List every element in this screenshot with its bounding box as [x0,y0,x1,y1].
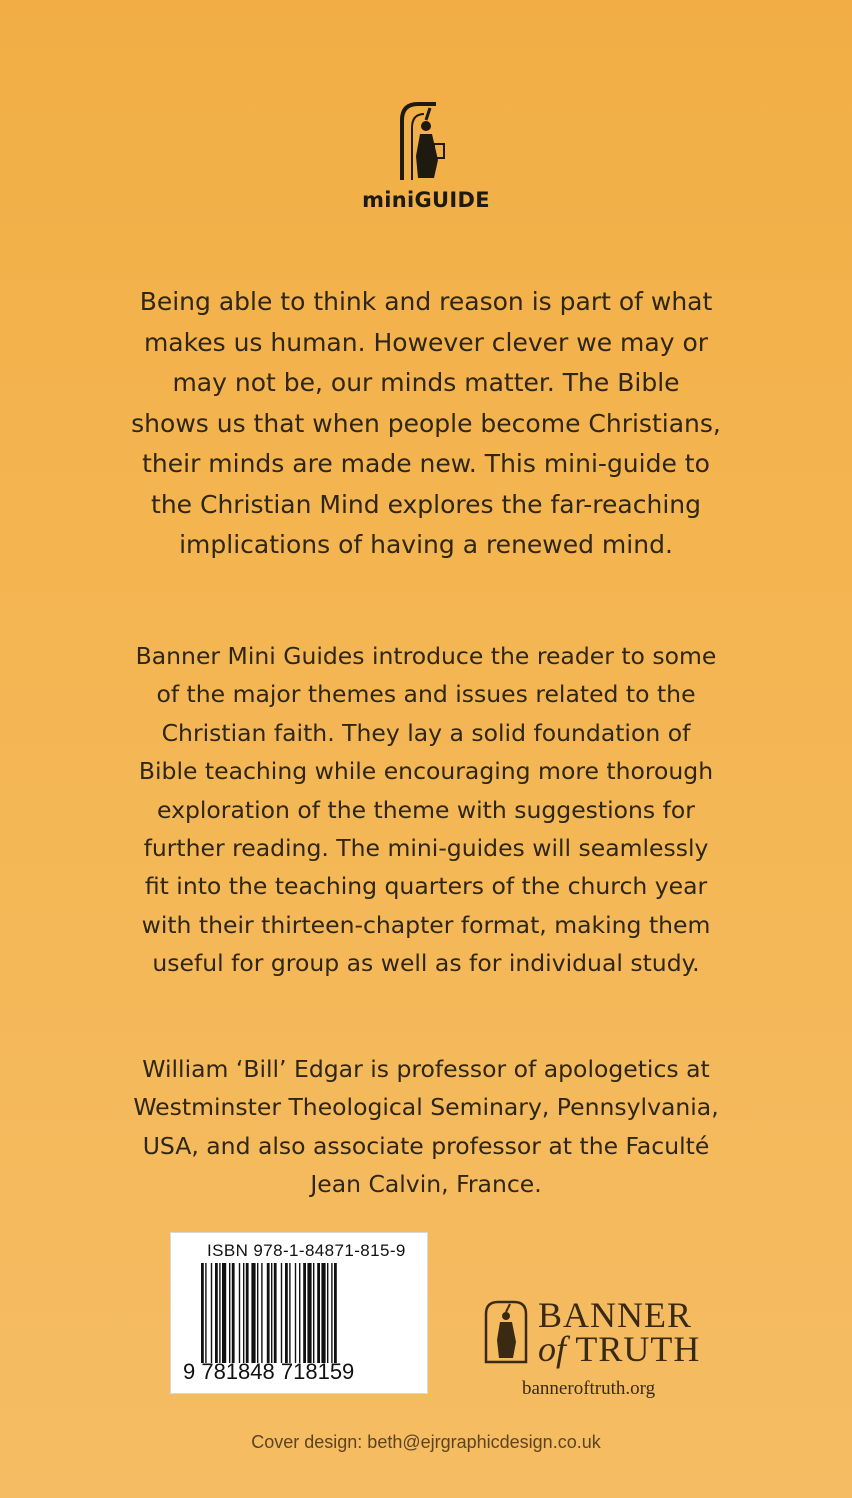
series-description: Banner Mini Guides introduce the reader to some of the major themes and issues related to the Christian faith. They lay a solid foundation of Bible teaching while encouraging more thorough exploration of the theme with suggestions for further reading. The mini-guides will seamlessly fit into the teaching quarters of the church year with their thirteen-chapter format, making them useful for group as well as for individual study. [135,642,717,978]
publisher-name-line1: BANNER [538,1295,693,1335]
barcode-digits: 9 781848 718159 [183,1359,355,1384]
cover-credit: Cover design: beth@ejrgraphicdesign.co.uk [251,1432,601,1452]
book-blurb: Being able to think and reason is part of what makes us human. However clever we may or may not be, our minds matter. The Bible shows us that when people become Christians, their minds are made new. This mini-guide to the Christian Mind explores the far-reaching implications of having a renewed mind. [131,287,721,559]
barcode-bars [201,1263,411,1363]
author-bio: William ‘Bill’ Edgar is professor of apologetics at Westminster Theological Seminary, Pennsylvania, USA, and also associate professor at the Faculté Jean Calvin, France. [133,1055,719,1199]
series-logo-label: miniGUIDE [362,188,490,212]
isbn-label: ISBN 978-1-84871-815-9 [207,1241,406,1260]
series-logo [0,100,852,212]
preacher-seal-icon [482,1298,530,1366]
publisher-truth: TRUTH [575,1329,701,1369]
publisher-website: banneroftruth.org [522,1378,656,1399]
publisher-name-line2 [538,1328,700,1370]
publisher-logo [482,1294,722,1374]
publisher-of: of [538,1329,567,1369]
preacher-arch-icon [396,100,456,184]
barcode [170,1232,428,1394]
